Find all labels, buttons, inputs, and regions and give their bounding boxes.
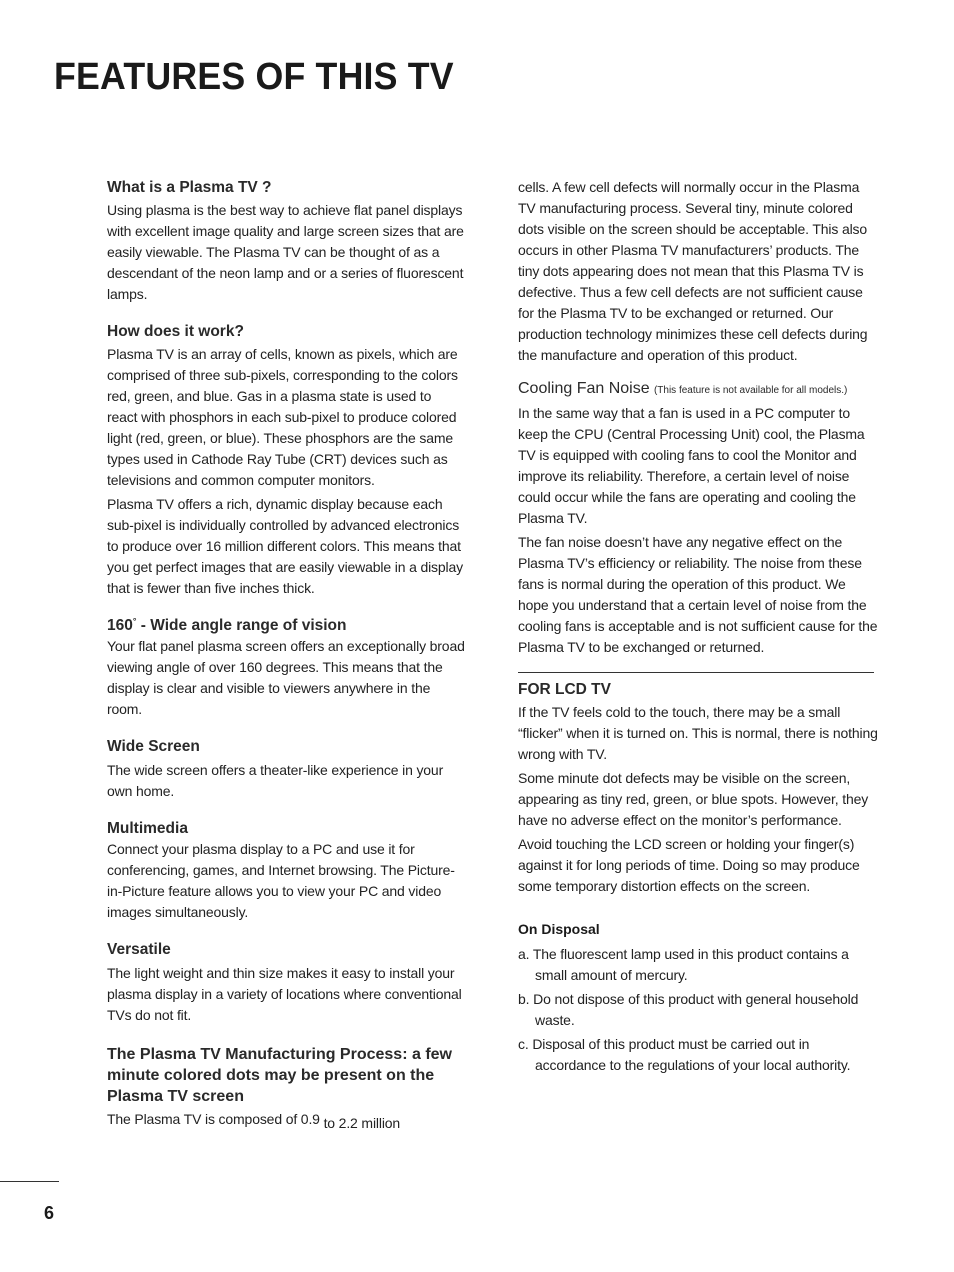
- section-wide-screen: [107, 736, 465, 802]
- section-body: The wide screen offers a theater-like experience in your own home.: [107, 762, 444, 799]
- section-divider: [518, 672, 874, 673]
- footer-rule: [0, 1181, 59, 1182]
- section-body: If the TV feels cold to the touch, there may be a small “flicker” when it is turned on. This is normal, there is nothing wrong with TV.: [518, 704, 878, 762]
- right-column: [518, 177, 878, 1090]
- section-what-is-plasma: [107, 177, 465, 305]
- section-heading: [107, 615, 465, 636]
- section-body: Your flat panel plasma screen offers an exceptionally broad viewing angle of over 160 degrees. This means that the display is clear and visible to viewers anywhere in the room.: [107, 638, 465, 717]
- section-body: Some minute dot defects may be visible on the screen, appearing as tiny red, green, or blue spots. However, they have no adverse effect on the monitor’s performance.: [518, 770, 869, 828]
- fan-availability-note: (This feature is not available for all models.): [653, 385, 848, 396]
- disposal-item: a. The fluorescent lamp used in this product contains a small amount of mercury.: [518, 946, 849, 983]
- section-heading: [518, 378, 878, 401]
- section-wide-angle: [107, 615, 465, 720]
- disposal-item: b. Do not dispose of this product with general household waste.: [518, 991, 859, 1028]
- section-heading: The Plasma TV Manufacturing Process: a few minute colored dots may be present on the Plasma TV screen: [107, 1046, 452, 1105]
- section-body: In the same way that a fan is used in a PC computer to keep the CPU (Central Processing Unit) cool, the Plasma TV is equipped with cooling fans to cool the Monitor and improve its reliability. Therefore, a certain level of noise could occur while the fans are operating and cooling the Plasma TV.: [518, 405, 865, 526]
- disposal-heading: On Disposal: [518, 921, 600, 937]
- mfg-body-start: The Plasma TV is composed of 0.9: [107, 1111, 324, 1127]
- section-manufacturing: [107, 1044, 465, 1130]
- section-how-it-works: [107, 321, 465, 599]
- section-heading: Versatile: [107, 941, 171, 958]
- section-heading: What is a Plasma TV ?: [107, 179, 272, 196]
- section-body: The light weight and thin size makes it easy to install your plasma display in a variety of locations where conventional TVs do not fit.: [107, 965, 462, 1023]
- section-body: Plasma TV is an array of cells, known as pixels, which are comprised of three sub-pixels, corresponding to the colors red, green, and blue. Gas in a plasma state is used to react with phosphors in each sub-pixel to produce colored light (red, green, or blue). These phosphors are the same types used in Cathode Ray Tube (CRT) devices such as televisions and common computer monitors.: [107, 346, 458, 488]
- angle-number: 160: [107, 617, 133, 634]
- section-lcd-tv: [518, 679, 878, 897]
- disposal-item: c. Disposal of this product must be carried out in accordance to the regulations of your local authority.: [518, 1036, 851, 1073]
- section-disposal: [518, 919, 878, 1076]
- page-title: FEATURES OF THIS TV: [54, 56, 454, 98]
- section-body: The fan noise doesn’t have any negative effect on the Plasma TV’s efficiency or reliability. The noise from these fans is normal during the operation of this product. We hope you understand that a certain level of noise from the cooling fans is acceptable and is not sufficient cause for the Plasma TV to be exchanged or returned.: [518, 534, 878, 655]
- section-body: Connect your plasma display to a PC and use it for conferencing, games, and Internet browsing. The Picture-in-Picture feature allows you to view your PC and video images simultaneously.: [107, 841, 455, 920]
- left-column: [107, 177, 465, 1144]
- section-heading: Wide Screen: [107, 738, 200, 755]
- mfg-body-end: to 2.2 million: [323, 1115, 401, 1131]
- section-heading: FOR LCD TV: [518, 681, 611, 698]
- fan-heading-text: Cooling Fan Noise: [518, 380, 650, 397]
- section-cooling-fan: [518, 378, 878, 658]
- degree-symbol: °: [132, 615, 137, 626]
- section-body: Avoid touching the LCD screen or holding your finger(s) against it for long periods of time. Doing so may produce some temporary distortion effects on the screen.: [518, 836, 860, 894]
- section-multimedia: [107, 818, 465, 923]
- page-number: 6: [44, 1203, 55, 1223]
- section-body: Plasma TV offers a rich, dynamic display because each sub-pixel is individually controlled by advanced electronics to produce over 16 million different colors. This means that you get perfect images that are easily viewable in a display that is fewer than five inches thick.: [107, 496, 463, 596]
- angle-heading-text: - Wide angle range of vision: [136, 617, 347, 634]
- section-heading: Multimedia: [107, 820, 188, 837]
- section-body: [107, 1109, 465, 1130]
- section-heading: How does it work?: [107, 323, 244, 340]
- manufacturing-continued: cells. A few cell defects will normally occur in the Plasma TV manufacturing process. Several tiny, minute colored dots visible on the screen should be acceptable. This also occurs in other Plasma TV manufacturers’ products. The tiny dots appearing does not mean that this Plasma TV is defective. Thus a few cell defects are not sufficient cause for the Plasma TV to be exchanged or returned. Our production technology minimizes these cell defects during the manufacture and operation of this product.: [518, 179, 868, 363]
- section-body: Using plasma is the best way to achieve flat panel displays with excellent image quality and large screen sizes that are easily viewable. The Plasma TV can be thought of as a descendant of the neon lamp and or a series of fluorescent lamps.: [107, 202, 464, 302]
- section-versatile: [107, 939, 465, 1026]
